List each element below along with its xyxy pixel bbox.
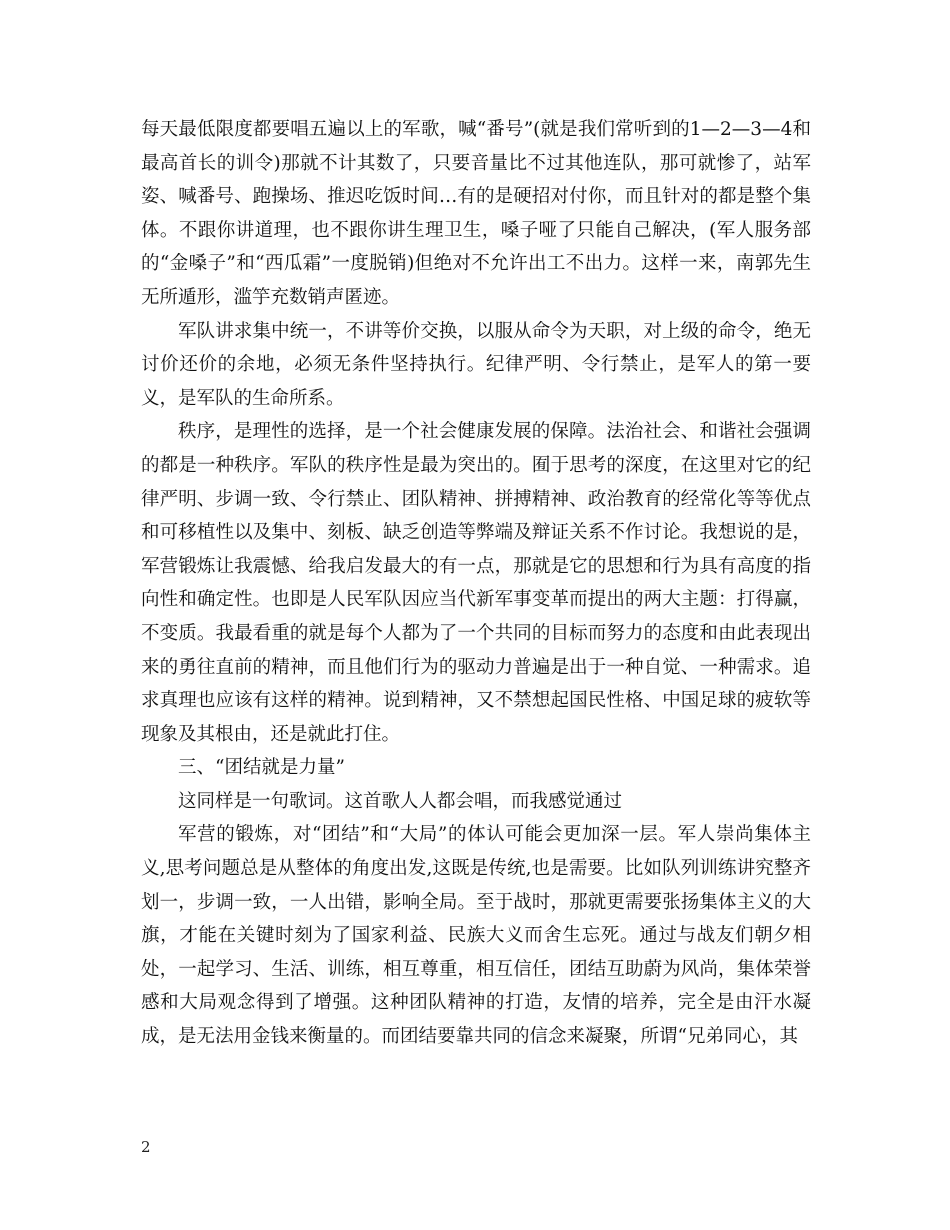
paragraph-2: 军队讲求集中统一，不讲等价交换，以服从命令为天职，对上级的命令，绝无讨价还价的余地，必须无条件坚持执行。纪律严明、令行禁止，是军人的第一要义，是军队的生命所系。 bbox=[141, 320, 811, 409]
paragraph-5: 军营的锻炼，对“团结”和“大局”的体认可能会更加深一层。军人崇尚集体主义,思考问题总是从整体的角度出发,这既是传统,也是需要。比如队列训练讲究整齐划一，步调一致，一人出错，影响全局。至于战时，那就更需要张扬集体主义的大旗，才能在关键时刻为了国家利益、民族大义而舍生忘死。通过与战友们朝夕相处，一起学习、生活、训练，相互尊重，相互信任，团结互助蔚为风尚，集体荣誉感和大局观念得到了增强。这种团队精神的打造，友情的培养，完全是由汗水凝成，是无法用金钱来衡量的。而团结要靠共同的信念来凝聚，所谓“兄弟同心，其 bbox=[141, 824, 811, 1048]
section-heading: 三、“团结就是力量” bbox=[178, 757, 345, 779]
paragraph-3: 秩序，是理性的选择，是一个社会健康发展的保障。法治社会、和谐社会强调的都是一种秩序。军队的秩序性是最为突出的。囿于思考的深度，在这里对它的纪律严明、步调一致、令行禁止、团队精神、拼搏精神、政治教育的经常化等等优点和可移植性以及集中、刻板、缺乏创造等弊端及辩证关系不作讨论。我想说的是，军营锻炼让我震憾、给我启发最大的有一点，那就是它的思想和行为具有高度的指向性和确定性。也即是人民军队因应当代新军事变革而提出的两大主题：打得赢，不变质。我最看重的就是每个人都为了一个共同的目标而努力的态度和由此表现出来的勇往直前的精神，而且他们行为的驱动力普遍是出于一种自觉、一种需求。追求真理也应该有这样的精神。说到精神，又不禁想起国民性格、中国足球的疲软等现象及其根由，还是就此打住。 bbox=[141, 421, 811, 745]
paragraph-1: 每天最低限度都要唱五遍以上的军歌，喊“番号”(就是我们常听到的1—2—3—4和最高首长的训令)那就不计其数了，只要音量比不过其他连队，那可就惨了，站军姿、喊番号、跑操场、推迟吃饭时间…有的是硬招对付你，而且针对的都是整个集体。不跟你讲道理，也不跟你讲生理卫生，嗓子哑了只能自己解决，(军人服务部的“金嗓子”和“西瓜霜”一度脱销)但绝对不允许出工不出力。这样一来，南郭先生无所遁形，滥竽充数销声匿迹。 bbox=[141, 119, 811, 308]
paragraph-4: 这同样是一句歌词。这首歌人人都会唱，而我感觉通过 bbox=[178, 790, 623, 812]
page-number: 2 bbox=[141, 1138, 151, 1156]
document-body bbox=[141, 113, 811, 1054]
